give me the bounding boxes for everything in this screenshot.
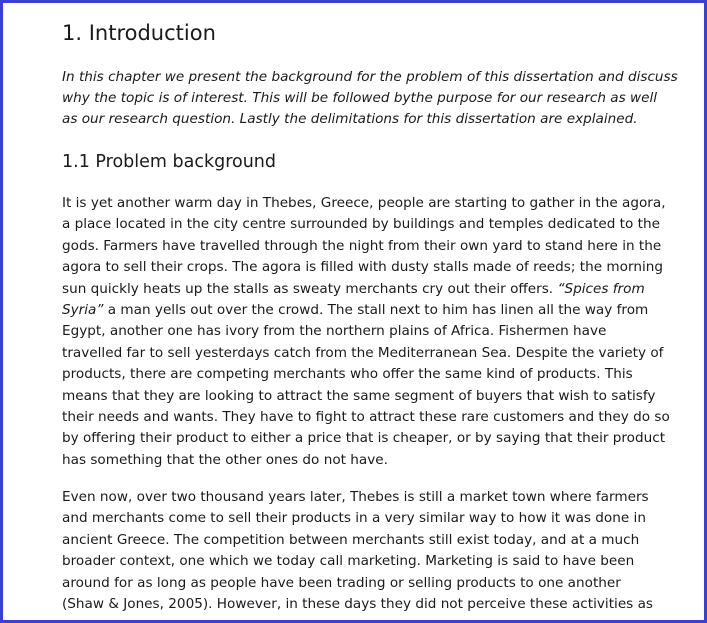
paragraph-line: by offering their product to either a price that is cheaper, or by saying that their product <box>62 430 666 447</box>
line-text: sun quickly heats up the stalls as sweaty merchants cry out their offers. <box>62 280 558 297</box>
paragraph-line: and merchants come to sell their products in a very similar way to how it was done in <box>62 510 646 527</box>
paragraph-line: agora to sell their crops. The agora is filled with dusty stalls made of reeds; the morning <box>62 259 663 276</box>
paragraph-line: Even now, over two thousand years later, Thebes is still a market town where farmers <box>62 489 649 505</box>
abstract-line: as our research question. Lastly the delimitations for this dissertation are explained. <box>62 111 638 127</box>
paragraph-line: has something that the other ones do not have. <box>62 451 388 468</box>
abstract-line: In this chapter we present the background for the problem of this dissertation and discuss <box>62 69 678 85</box>
paragraph-line: broader context, one which we today call marketing. Marketing is said to have been <box>62 553 635 570</box>
chapter-heading: 1. Introduction <box>62 21 216 45</box>
quoted-text: Syria” <box>62 302 104 319</box>
paragraph-line: travelled far to sell yesterdays catch from the Mediterranean Sea. Despite the variety of <box>62 344 664 361</box>
paragraph-line: around for as long as people have been trading or selling products to one another <box>62 574 621 591</box>
paragraph-line: their needs and wants. They have to fight to attract these rare customers and they do so <box>62 409 670 426</box>
paragraph-line <box>62 300 686 321</box>
quoted-text: “Spices from <box>557 280 645 297</box>
paragraph-line: products, there are competing merchants who offer the same kind of products. This <box>62 366 633 383</box>
abstract-line: why the topic is of interest. This will be followed bythe purpose for our research as well <box>62 90 658 106</box>
paragraph-line: gods. Farmers have travelled through the night from their own yard to stand here in the <box>62 237 662 254</box>
paragraph-line: It is yet another warm day in Thebes, Greece, people are starting to gather in the agora, <box>62 195 666 211</box>
paragraph-line: Egypt, another one has ivory from the northern plains of Africa. Fishermen have <box>62 323 607 340</box>
paragraph-line: means that they are looking to attract the same segment of buyers that wish to satisfy <box>62 387 656 404</box>
section-heading: 1.1 Problem background <box>62 152 277 172</box>
paragraph-line: (Shaw & Jones, 2005). However, in these days they did not perceive these activities as <box>62 596 653 613</box>
paragraph-problem-background <box>62 193 686 471</box>
paragraph-line: ancient Greece. The competition between merchants still exist today, and at a much <box>62 531 640 548</box>
chapter-abstract <box>62 67 686 130</box>
paragraph-line: a place located in the city centre surrounded by buildings and temples dedicated to the <box>62 216 660 233</box>
paragraph-modern-marketing <box>62 487 686 615</box>
paragraph-line <box>62 279 686 300</box>
line-text: a man yells out over the crowd. The stall next to him has linen all the way from <box>103 302 649 319</box>
